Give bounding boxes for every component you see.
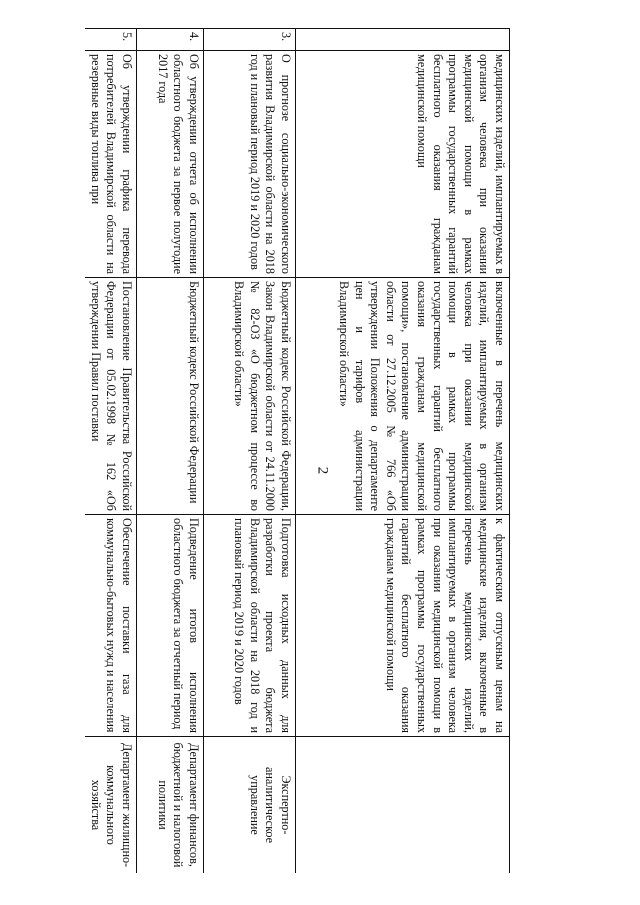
table-cell-num: 3. xyxy=(204,29,296,51)
table-cell-content: к фактическим отпускным ценам на медицинские изделия, включенные в перечень медицинских изделий, имплантируемых в организм человека при оказании медицинской помощи в рамках программы государственных гарантий бесплатного оказания гражданам медицинской помощи xyxy=(296,515,510,737)
table-cell-question: Об утверждении отчета об исполнении областного бюджета за первое полугодие 2017 года xyxy=(137,51,204,278)
page-number: 2 xyxy=(314,466,331,475)
table-cell-dept: Экспертно-аналитическое управление xyxy=(204,737,296,874)
table-cell-num xyxy=(296,29,510,51)
table-cell-question: Об утверждении графика перевода потребителей Владимирской области на резервные виды топлива при xyxy=(85,51,137,278)
table-cell-basis: Бюджетный кодекс Российской Федерации, Закон Владимирской области от 24.11.2000 № 82-ОЗ «О бюджетном процессе во Владимирской области» xyxy=(204,278,296,515)
table-cell-dept: Департамент жилищно-коммунального хозяйства xyxy=(85,737,137,874)
table-cell-num: 4. xyxy=(137,29,204,51)
table-cell-basis: Бюджетный кодекс Российской Федерации xyxy=(137,278,204,515)
table-cell-question: медицинских изделий, имплантируемых в организм человека при оказании медицинской помощи в рамках программы государственных гарантий бесплатного оказания гражданам медицинской помощи xyxy=(296,51,510,278)
rotated-table-container xyxy=(85,28,510,873)
table-cell-basis: включенные в перечень медицинских изделий, имплантируемых в организм человека при оказании медицинской помощи в рамках программы государственных гарантий бесплатного оказания гражданам медицинской помощи», постановление администрации области от 27.12.2005 № 766 «Об утверждении Положения о департаменте цен и тарифов администрации Владимирской области» xyxy=(296,278,510,515)
table-cell-num: 5. xyxy=(85,29,137,51)
table-row xyxy=(85,29,137,874)
table-cell-content: Подведение итогов исполнения областного бюджета за отчетный период xyxy=(137,515,204,737)
table-cell-dept xyxy=(296,737,510,874)
table-cell-dept: Департамент финансов, бюджетной и налоговой политики xyxy=(137,737,204,874)
table-row xyxy=(204,29,296,874)
table-cell-content: Подготовка исходных данных для разработки проекта бюджета Владимирской области на 2018 год и плановый период 2019 и 2020 годов xyxy=(204,515,296,737)
table-cell-basis: Постановление Правительства Российской Федерации от 05.02.1998 № 162 «Об утверждении Правил поставки xyxy=(85,278,137,515)
table-cell-question: О прогнозе социально-экономического развития Владимирской области на 2018 год и плановый период 2019 и 2020 годов xyxy=(204,51,296,278)
table-cell-content: Обеспечение поставки газа для коммунально-бытовых нужд и населения xyxy=(85,515,137,737)
document-sheet xyxy=(85,28,510,873)
table-row xyxy=(296,29,510,874)
table-row xyxy=(137,29,204,874)
plan-table xyxy=(85,28,510,873)
